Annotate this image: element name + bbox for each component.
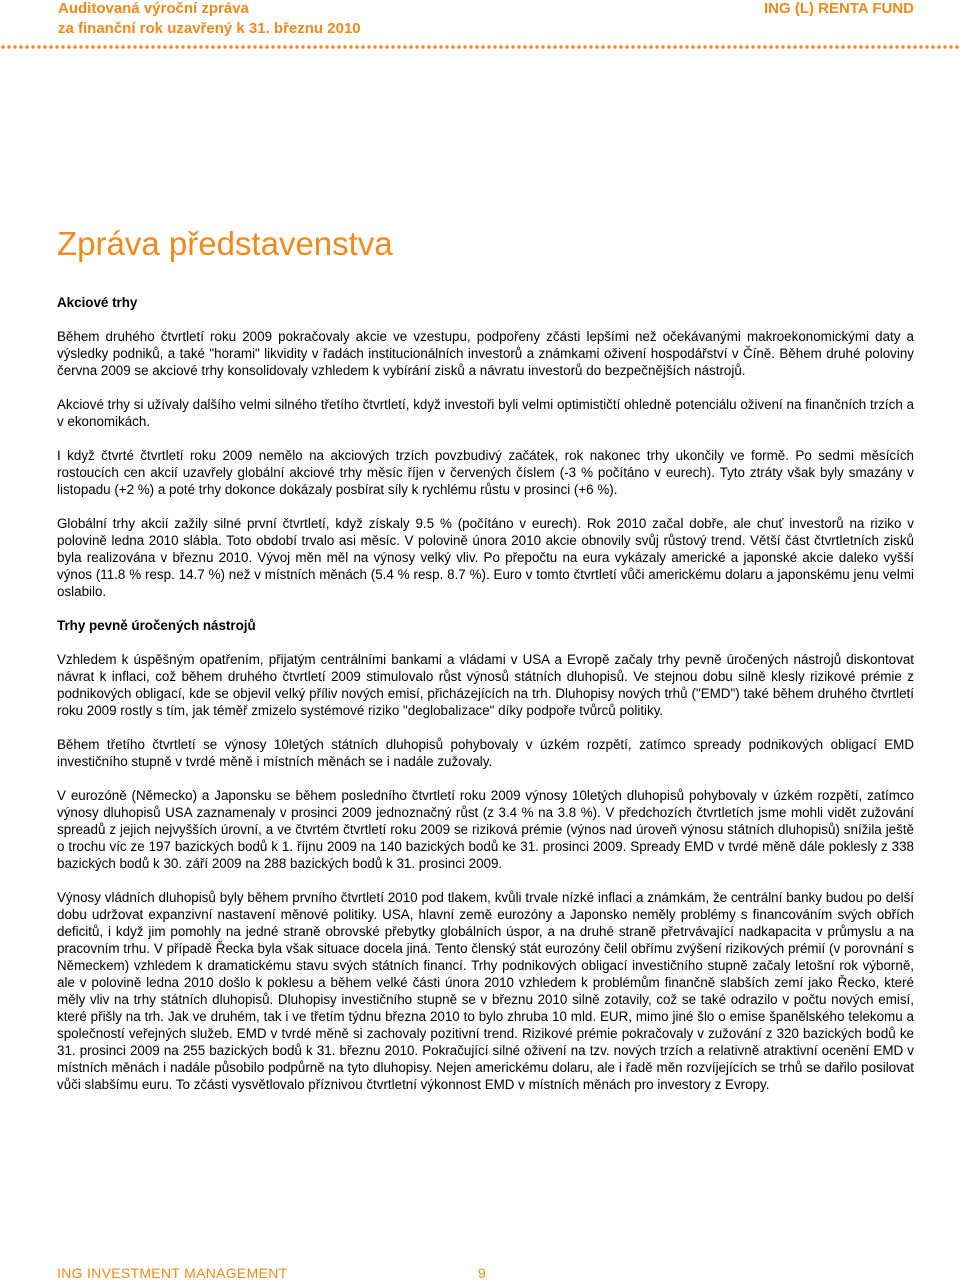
dotted-divider	[0, 44, 960, 50]
footer-company: ING INVESTMENT MANAGEMENT	[57, 1265, 288, 1281]
paragraph: Výnosy vládních dluhopisů byly během prvního čtvrtletí 2010 pod tlakem, kvůli trvale nízké inflaci a známkám, že centrální banky budou po delší dobu udržovat expanzivní nastavení měnové politiky. USA, hlavní země eurozóny a Japonsko neměly problémy s financováním svých obřích deficitů, i když jim pomohly na jedné straně obrovské přebytky globálních úspor, a na druhé straně přetrvávající nadkapacita v průmyslu a na pracovním trhu. V případě Řecka byla však situace docela jiná. Tento členský stát eurozóny čelil obřímu zvýšení rizikových prémií (v porovnání s Německem) vzhledem k dramatickému stavu svých státních financí. Trhy podnikových obligací investičního stupně začaly letošní rok výborně, ale v polovině ledna 2010 došlo k poklesu a během velké části února 2010 vzhledem k problémům finančně slabších zemí jako Řecko, které měly vliv na trhy státních dluhopisů. Dluhopisy investičního stupně se v březnu 2010 silně zotavily, což se také odrazilo v počtu nových emisí, které přišly na trh. Jak ve druhém, tak i ve třetím týdnu března 2010 to bylo zhruba 10 mld. EUR, mimo jiné šlo o emise španělského telekomu a společností veřejných služeb. EMD v tvrdé měně si zachovaly pozitivní trend. Rizikové prémie pokračovaly v zužování z 320 bazických bodů ke 31. prosinci 2009 na 255 bazických bodů k 31. březnu 2010. Pokračující silné oživení na tzv. nových trzích a relativně atraktivní ocenění EMD v místních měnách i nadále působilo podpůrně na tyto dluhopisy. Nejen americkému dolaru, ale i řadě měn rozvíjejících se trhů se dařilo posilovat vůči slabšímu euru. To zčásti vysvětlovalo příznivou čtvrtletní výkonnost EMD v místních měnách pro investory z Evropy.	[57, 890, 914, 1092]
fiscal-year-line: za finanční rok uzavřený k 31. březnu 2010	[58, 20, 361, 37]
paragraph: V eurozóně (Německo) a Japonsku se během posledního čtvrtletí roku 2009 výnosy 10letých dluhopisů pohybovaly v úzkém rozpětí, zatímco výnosy dluhopisů USA zaznamenaly v prosinci 2009 jednoznačný růst (z 3.4 % na 3.8 %). V předchozích čtvrtletích jsme mohli vidět zužování spreadů z jejich nejvyšších úrovní, a ve čtvrtém čtvrtletí roku 2009 se riziková prémie (výnos nad úroveň výnosu státních dluhopisů) snížila ještě o trochu víc ze 197 bazických bodů k 1. říjnu 2009 na 140 bazických bodů ke 31. prosinci 2009. Spready EMD v tvrdé měně dále poklesly z 338 bazických bodů k 30. září 2009 na 288 bazických bodů k 31. prosinci 2009.	[57, 788, 914, 871]
paragraph: Během druhého čtvrtletí roku 2009 pokračovaly akcie ve vzestupu, podpořeny zčásti lepšími než očekávanými makroekonomickými daty a výsledky podniků, a také "horami" likvidity v řadách institucionálních investorů a známkami oživení hospodářství v Číně. Během druhé poloviny června 2009 se akciové trhy konsolidovaly vzhledem k vybírání zisků a návratu investorů do bezpečnějších nástrojů.	[57, 329, 914, 378]
paragraph: Akciové trhy si užívaly dalšího velmi silného třetího čtvrtletí, když investoři byli velmi optimističtí ohledně potenciálu oživení na finančních trzích a v ekonomikách.	[57, 397, 914, 429]
paragraph: Vzhledem k úspěšným opatřením, přijatým centrálními bankami a vládami v USA a Evropě začaly trhy pevně úročených nástrojů diskontovat návrat k inflaci, což během druhého čtvrtletí 2009 stimulovalo růst výnosů státních dluhopisů. Ve stejnou dobu silně klesly rizikové prémie z podnikových obligací, kde se objevil velký příliv nových emisí, přicházejících na trh. Dluhopisy nových trhů ("EMD") také během druhého čtvrtletí roku 2009 rostly s tím, jak téměř zmizelo systémové riziko "deglobalizace" díky podpoře tvůrců politiky.	[57, 652, 914, 718]
paragraph: Během třetího čtvrtletí se výnosy 10letých státních dluhopisů pohybovaly v úzkém rozpětí, zatímco spready podnikových obligací EMD investičního stupně v tvrdé měně i místních měnách se i nadále zužovaly.	[57, 737, 914, 769]
page-title: Zpráva představenstva	[57, 225, 393, 262]
paragraph: I když čtvrté čtvrtletí roku 2009 nemělo na akciových trzích povzbudivý začátek, rok nakonec trhy ukončily ve formě. Po sedmi měsících rostoucích cen akcií uzavřely globální akciové trhy měsíc říjen v červených číslem (-3 % počítáno v eurech). Tyto ztráty však byly smazány v listopadu (+2 %) a poté trhy dokonce dokázaly posbírat síly k rychlému růstu v prosinci (+6 %).	[57, 448, 914, 497]
report-title-line: Auditovaná výroční zpráva	[58, 0, 249, 17]
report-header	[58, 0, 361, 38]
section-heading-equity: Akciové trhy	[57, 295, 138, 310]
fund-name: ING (L) RENTA FUND	[764, 0, 914, 17]
report-body	[57, 294, 914, 1093]
paragraph: Globální trhy akcií zažily silné první čtvrtletí, když získaly 9.5 % (počítáno v eurech). Rok 2010 začal dobře, ale chuť investorů na riziko v polovině ledna 2010 slábla. Toto období trvalo asi měsíc. V polovině února 2010 akcie obnovily svůj růstový trend. Větší část čtvrtletních zisků byla realizována v březnu 2010. Vývoj měn měl na výnosy velký vliv. Po přepočtu na eura vykázaly americké a japonské akcie daleko vyšší výnos (11.8 % resp. 14.7 %) než v místních měnách (5.4 % resp. 8.7 %). Euro v tomto čtvrtletí vůči americkému dolaru a japonskému jenu velmi oslabilo.	[57, 516, 914, 599]
page-number: 9	[478, 1265, 486, 1281]
section-heading-fixed-income: Trhy pevně úročených nástrojů	[57, 618, 256, 633]
